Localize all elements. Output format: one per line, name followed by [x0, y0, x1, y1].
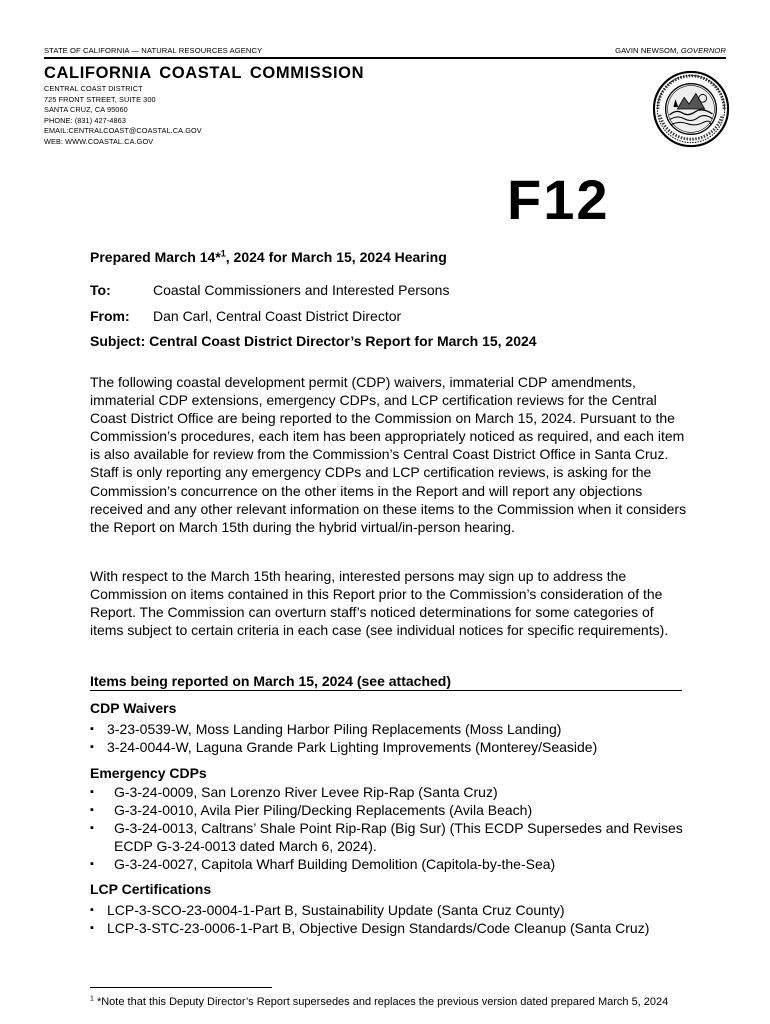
- bullet-icon: ▪: [90, 858, 94, 871]
- footnote-text: *Note that this Deputy Director’s Report supersedes and replaces the previous version dated prepared March 5, 2024: [93, 996, 669, 1008]
- bullet-icon: ▪: [90, 741, 94, 754]
- list-item-text: LCP-3-STC-23-0006-1-Part B, Objective Design Standards/Code Cleanup (Santa Cruz): [107, 920, 650, 937]
- list-item-text: LCP-3-SCO-23-0004-1-Part B, Sustainability Update (Santa Cruz County): [107, 902, 565, 918]
- lcp-certifications-heading: LCP Certifications: [90, 881, 212, 897]
- emergency-cdps-list: [90, 783, 700, 873]
- governor-name: GAVIN NEWSOM,: [615, 46, 679, 55]
- to-value: Coastal Commissioners and Interested Persons: [153, 282, 450, 298]
- bullet-icon: ▪: [90, 786, 94, 798]
- subject-label: Subject:: [90, 333, 146, 349]
- list-item: [90, 919, 700, 937]
- items-heading: Items being reported on March 15, 2024 (see attached): [90, 673, 452, 689]
- body-paragraph-2: With respect to the March 15th hearing, interested persons may sign up to address the Commission on items contained in this Report prior to the Commission’s consideration of the Report. The Commission can overturn staff’s noticed determinations for some categories of items subject to certain criteria in each case (see individual notices for specific requirements).: [90, 568, 669, 639]
- state-agency-line: STATE OF CALIFORNIA — NATURAL RESOURCES AGENCY: [44, 46, 263, 55]
- governor-line: [615, 46, 726, 55]
- contact-line: 725 FRONT STREET, SUITE 300: [44, 94, 156, 104]
- list-item-text: G-3-24-0009, San Lorenzo River Levee Rip-Rap (Santa Cruz): [114, 784, 498, 800]
- emergency-cdps-heading: Emergency CDPs: [90, 765, 207, 781]
- footnote: [90, 995, 690, 1009]
- body-paragraph-1: The following coastal development permit (CDP) waivers, immaterial CDP amendments, immaterial CDP extensions, emergency CDPs, and LCP certification reviews for the Central Coast District Office are being reported to the Commission on March 15, 2024. Pursuant to the Commission’s procedures, each item has been appropriately noticed as required, and each item is also available for review from the Commission’s Central Coast District Office in Santa Cruz. Staff is only reporting any emergency CDPs and LCP certification reviews, is asking for the Commission’s concurrence on the other items in the Report and will report any objections received and any other relevant information on these items to the Commission when it considers the Report on March 15th during the hybrid virtual/in-person hearing.: [90, 374, 687, 535]
- letterhead-rule: [44, 57, 726, 59]
- list-item-text: G-3-24-0013, Caltrans’ Shale Point Rip-Rap (Big Sur) (This ECDP Supersedes and Revises ECDP G-3-24-0013 dated March 6, 2024).: [114, 820, 683, 855]
- list-item-text: G-3-24-0010, Avila Pier Piling/Decking Replacements (Avila Beach): [114, 802, 533, 819]
- list-item: [90, 720, 700, 738]
- cdp-waivers-list: [90, 720, 700, 756]
- contact-line: SANTA CRUZ, CA 95060: [44, 105, 128, 115]
- footnote-reference[interactable]: 1: [220, 248, 226, 259]
- list-item: [90, 801, 700, 819]
- list-item: [90, 901, 700, 919]
- agency-name: CALIFORNIA COASTAL COMMISSION: [44, 64, 365, 82]
- bullet-icon: ▪: [90, 822, 94, 835]
- list-item: [90, 819, 700, 855]
- cdp-waivers-heading: CDP Waivers: [90, 700, 177, 716]
- list-item-text: G-3-24-0027, Capitola Wharf Building Demolition (Capitola-by-the-Sea): [114, 856, 556, 873]
- to-label: To:: [90, 282, 111, 298]
- list-item-text: 3-23-0539-W, Moss Landing Harbor Piling Replacements (Moss Landing): [107, 721, 562, 737]
- contact-line: PHONE: (831) 427-4863: [44, 115, 127, 125]
- footnote-rule: [90, 987, 272, 988]
- contact-line: EMAIL:CENTRALCOAST@COASTAL.CA.GOV: [44, 126, 202, 136]
- bullet-icon: ▪: [90, 922, 94, 935]
- bullet-icon: ▪: [90, 723, 94, 735]
- district-contact-block: [44, 84, 202, 148]
- list-item: [90, 783, 700, 801]
- document-number: F12: [507, 168, 610, 231]
- subject-row: [90, 333, 537, 349]
- lcp-certifications-list: [90, 901, 700, 937]
- prepared-text: Prepared March 14*: [90, 249, 221, 265]
- california-coastal-commission-seal-icon: [652, 70, 730, 148]
- from-value: Dan Carl, Central Coast District Director: [153, 308, 402, 324]
- footnote-marker: 1: [90, 995, 94, 1003]
- contact-line: WEB: WWW.COASTAL.CA.GOV: [44, 136, 154, 146]
- bullet-icon: ▪: [90, 804, 94, 817]
- list-item-text: 3-24-0044-W, Laguna Grande Park Lighting Improvements (Monterey/Seaside): [107, 739, 598, 756]
- list-item: [90, 855, 700, 873]
- items-heading-rule: [90, 690, 682, 691]
- prepared-text-rest: , 2024 for March 15, 2024 Hearing: [225, 249, 447, 265]
- subject-value: Central Coast District Director’s Report for March 15, 2024: [149, 333, 537, 349]
- bullet-icon: ▪: [90, 904, 94, 916]
- list-item: [90, 738, 700, 756]
- contact-line: CENTRAL COAST DISTRICT: [44, 84, 143, 93]
- governor-title: GOVERNOR: [680, 46, 726, 55]
- from-label: From:: [90, 308, 130, 324]
- prepared-date-line: [90, 249, 447, 265]
